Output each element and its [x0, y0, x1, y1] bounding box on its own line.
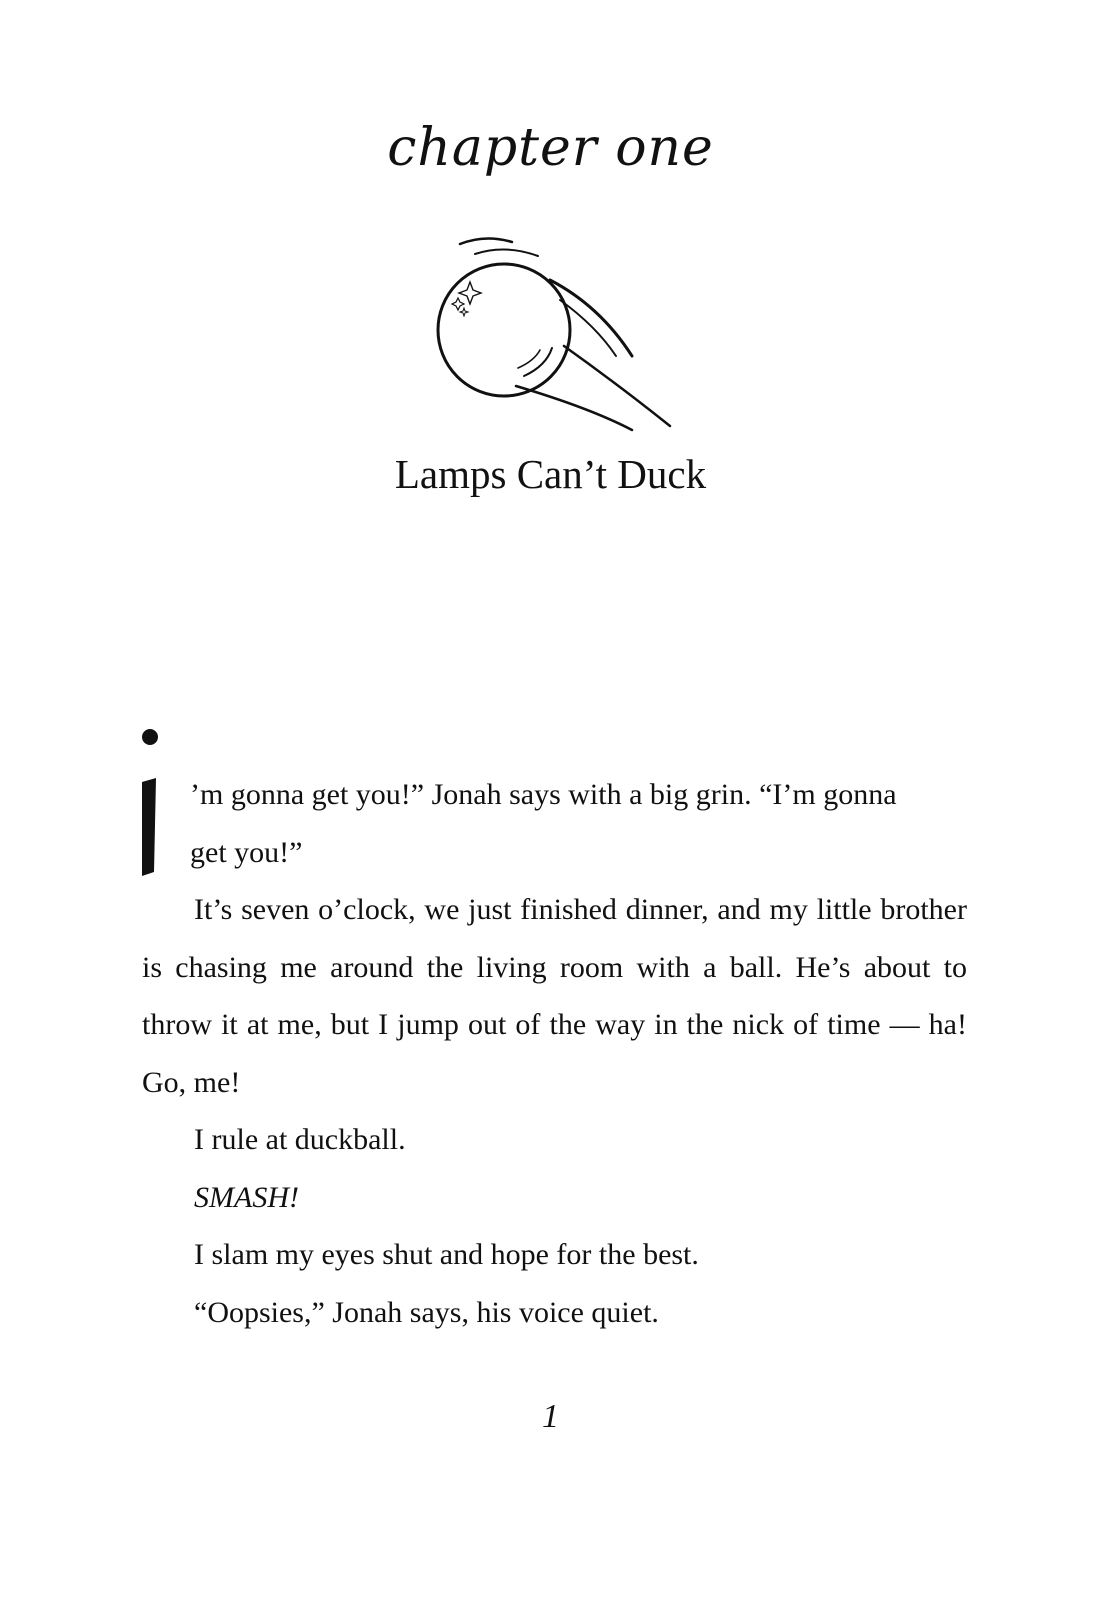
paragraph — [142, 766, 967, 881]
paragraph: It’s seven o’clock, we just finished dinner, and my little brother is chasing me around the living room with a ball. He’s about to throw it at me, but I jump out of the way in the nick of time — ha! Go, me! — [142, 893, 967, 1099]
paragraph: I slam my eyes shut and hope for the best. — [194, 1238, 699, 1271]
chapter-body — [142, 766, 967, 1341]
chapter-heading: chapter one — [387, 118, 714, 178]
paragraph: “Oopsies,” Jonah says, his voice quiet. — [194, 1295, 659, 1329]
paragraph-line: ’m gonna get you!” Jonah says with a big grin. “I’m gonna — [190, 778, 897, 811]
page-number: 1 — [542, 1398, 559, 1435]
paragraph-sound-effect: SMASH! — [194, 1180, 299, 1214]
flying-ball-icon — [420, 226, 700, 446]
chapter-title: Lamps Can’t Duck — [394, 451, 707, 497]
paragraph: I rule at duckball. — [194, 1123, 406, 1156]
paragraph-line: get you!” — [190, 835, 303, 869]
